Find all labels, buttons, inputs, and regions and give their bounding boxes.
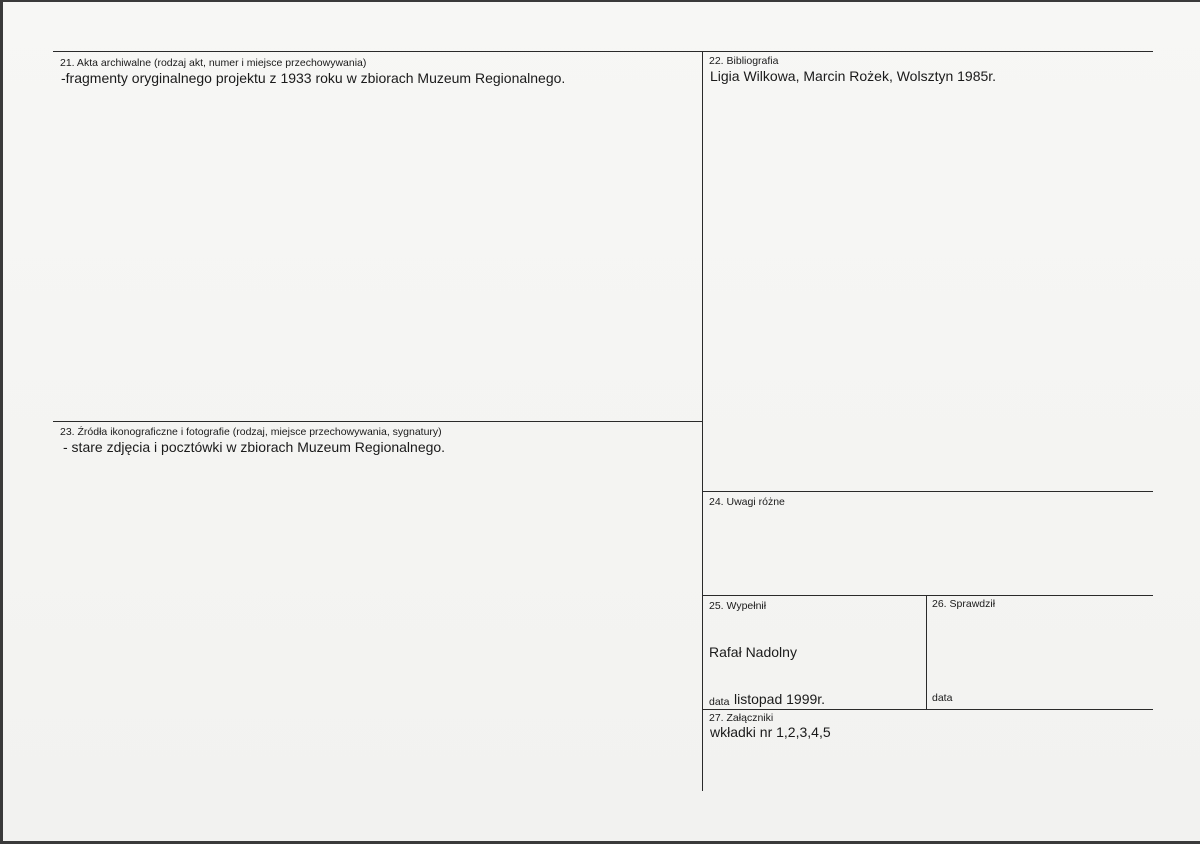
field-25-date-label: data [709, 696, 730, 708]
field-23-value: - stare zdjęcia i pocztówki w zbiorach Muzeum Regionalnego. [63, 439, 446, 455]
field-22-value: Ligia Wilkowa, Marcin Rożek, Wolsztyn 1985r. [710, 68, 997, 84]
rule-field-27 [703, 709, 1153, 710]
field-27-value: wkładki nr 1,2,3,4,5 [710, 724, 831, 740]
field-26-date-label: data [932, 692, 953, 704]
top-rule [53, 51, 1153, 52]
field-25-date-value: listopad 1999r. [734, 691, 826, 707]
rule-field-25 [703, 595, 1153, 596]
rule-field-24 [703, 491, 1153, 492]
field-22-label: 22. Bibliografia [709, 55, 779, 67]
field-27-label: 27. Załączniki [709, 712, 774, 724]
field-24-label: 24. Uwagi różne [709, 496, 785, 508]
field-25-value: Rafał Nadolny [709, 644, 797, 660]
field-25-label: 25. Wypełnił [709, 600, 767, 612]
rule-field-23 [53, 421, 703, 422]
field-21-value: -fragmenty oryginalnego projektu z 1933 roku w zbiorach Muzeum Regionalnego. [61, 70, 566, 86]
field-26-label: 26. Sprawdził [932, 598, 996, 610]
field-23-label: 23. Źródła ikonograficzne i fotografie (rodzaj, miejsce przechowywania, sygnatury) [60, 426, 442, 438]
field-21-label: 21. Akta archiwalne (rodzaj akt, numer i miejsce przechowywania) [60, 57, 367, 69]
divider-25-26 [926, 595, 927, 709]
